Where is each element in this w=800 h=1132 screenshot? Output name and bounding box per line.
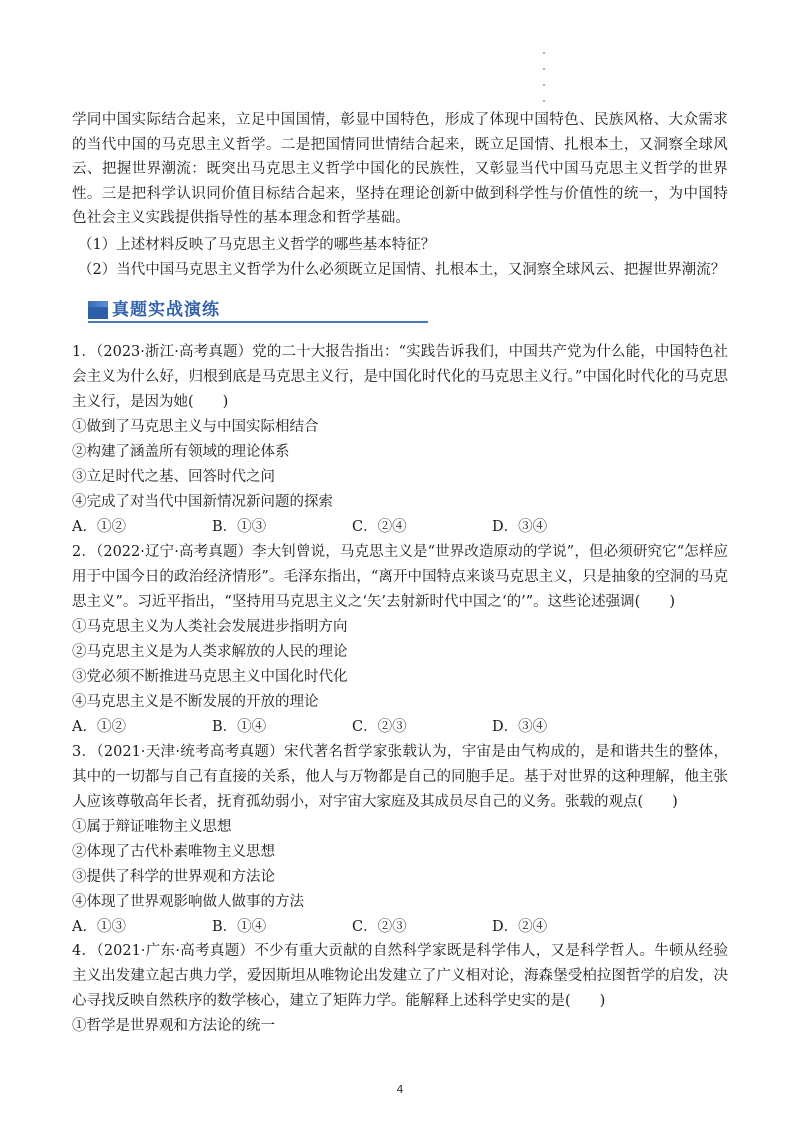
choice-c[interactable]: C．②③	[352, 919, 407, 935]
banner-underline	[88, 321, 428, 323]
option-3: ③提供了科学的世界观和方法论	[72, 869, 275, 885]
option-1: ①做到了马克思主义与中国实际相结合	[72, 419, 319, 435]
option-2: ②马克思主义是为人类求解放的人民的理论	[72, 644, 348, 660]
option-2: ②体现了古代朴素唯物主义思想	[72, 844, 275, 860]
choice-d[interactable]: D．②④	[492, 919, 548, 935]
choice-a[interactable]: A．①②	[72, 519, 126, 535]
question-stem: 4．（2021·广东·高考真题）不少有重大贡献的自然科学家既是科学伟人，又是科学哲人。牛顿从经验主义出发建立起古典力学，爱因斯坦从唯物论出发建立了广义相对论，海森堡受柏拉图哲学的启发，决心寻找反映自然秩序的数学核心，建立了矩阵力学。能解释上述科学史实的是( )	[72, 943, 728, 1009]
choice-d[interactable]: D．③④	[492, 519, 548, 535]
choice-b[interactable]: B．①④	[212, 719, 267, 735]
choice-d[interactable]: D．③④	[492, 719, 548, 735]
answer-choices	[72, 715, 728, 740]
option-4: ④体现了世界观影响做人做事的方法	[72, 894, 304, 910]
answer-choices	[72, 515, 728, 540]
banner-bar-shadow	[88, 307, 108, 319]
option-1: ①属于辩证唯物主义思想	[72, 819, 232, 835]
section-banner	[88, 297, 428, 323]
decorative-dots	[543, 52, 547, 116]
option-3: ③党必须不断推进马克思主义中国化时代化	[72, 669, 348, 685]
answer-choices	[72, 915, 728, 940]
choice-a[interactable]: A．①②	[72, 719, 126, 735]
sub-question-2: （2）当代中国马克思主义哲学为什么必须既立足国情、扎根本土，又洞察全球风云、把握世界潮流？	[78, 262, 726, 278]
option-1: ①哲学是世界观和方法论的统一	[72, 1018, 275, 1034]
page-number: 4	[396, 1083, 404, 1096]
option-4: ④马克思主义是不断发展的开放的理论	[72, 694, 319, 710]
choice-c[interactable]: C．②④	[352, 519, 407, 535]
sub-question-1: （1）上述材料反映了马克思主义哲学的哪些基本特征？	[78, 237, 436, 253]
question-stem: 2．（2022·辽宁·高考真题）李大钊曾说，马克思主义是“世界改造原动的学说”，但必须研究它“怎样应用于中国今日的政治经济情形”。毛泽东指出，“离开中国特点来谈马克思主义，只是抽象的空洞的马克思主义”。习近平指出，“坚持用马克思主义之‘矢’去射新时代中国之‘的’”。这些论述强调( )	[72, 544, 728, 610]
choice-b[interactable]: B．①③	[212, 519, 267, 535]
question-3	[72, 740, 728, 940]
question-stem: 3．（2021·天津·统考高考真题）宋代著名哲学家张载认为，宇宙是由气构成的，是和谐共生的整体，其中的一切都与自己有直接的关系，他人与万物都是自己的同胞手足。基于对世界的这种理解，他主张人应该尊敬高年长者，抚育孤幼弱小，对宇宙大家庭及其成员尽自己的义务。张载的观点( )	[72, 744, 728, 810]
question-1	[72, 340, 728, 540]
section-title: 真题实战演练	[112, 300, 220, 320]
question-4	[72, 939, 728, 1039]
option-3: ③立足时代之基、回答时代之问	[72, 469, 275, 485]
intro-paragraph: 学同中国实际结合起来，立足中国国情，彰显中国特色，形成了体现中国特色、民族风格、大众需求的当代中国的马克思主义哲学。二是把国情同世情结合起来，既立足国情、扎根本土，又洞察全球风云、把握世界潮流：既突出马克思主义哲学中国化的民族性，又彰显当代中国马克思主义哲学的世界性。三是把科学认识同价值目标结合起来，坚持在理论创新中做到科学性与价值性的统一，为中国特色社会主义实践提供指导性的基本理念和哲学基础。	[72, 112, 728, 226]
question-2	[72, 540, 728, 740]
question-stem: 1．（2023·浙江·高考真题）党的二十大报告指出：“实践告诉我们，中国共产党为什么能，中国特色社会主义为什么好，归根到底是马克思主义行，是中国化时代化的马克思主义行。”中国化时代化的马克思主义行，是因为她( )	[72, 344, 728, 410]
choice-b[interactable]: B．①④	[212, 919, 267, 935]
option-1: ①马克思主义为人类社会发展进步指明方向	[72, 619, 348, 635]
option-2: ②构建了涵盖所有领域的理论体系	[72, 444, 290, 460]
choice-c[interactable]: C．②③	[352, 719, 407, 735]
option-4: ④完成了对当代中国新情况新问题的探索	[72, 494, 333, 510]
choice-a[interactable]: A．①③	[72, 919, 126, 935]
